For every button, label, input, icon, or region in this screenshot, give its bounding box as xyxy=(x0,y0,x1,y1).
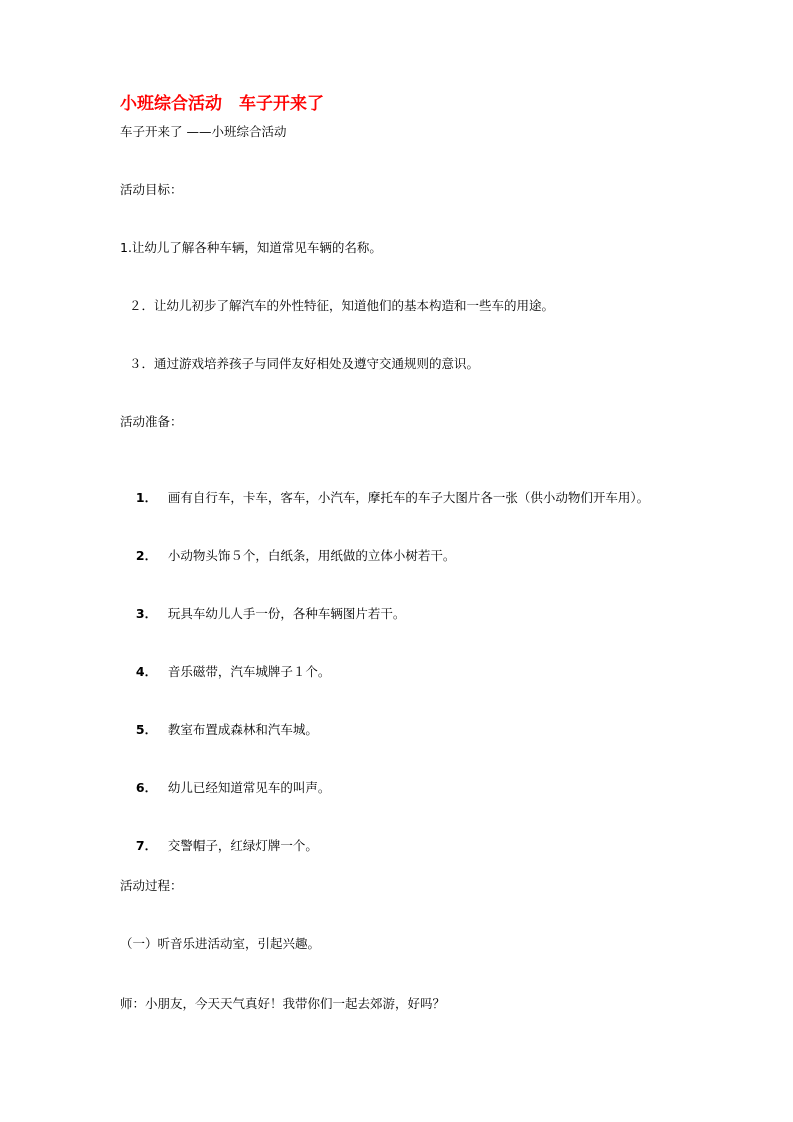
preparation-item-7 xyxy=(120,819,318,873)
goals-heading: 活动目标： xyxy=(120,182,183,197)
item-text: 音乐磁带，汽车城牌子１个。 xyxy=(167,664,331,679)
preparation-item-3 xyxy=(120,587,405,641)
teacher-dialogue: 师：小朋友，今天天气真好！我带你们一起去郊游，好吗？ xyxy=(120,996,446,1011)
item-number: 7． xyxy=(135,838,158,853)
preparation-heading: 活动准备： xyxy=(120,414,183,429)
item-text: 幼儿已经知道常见车的叫声。 xyxy=(167,780,331,795)
goal-item-2: ２．让幼儿初步了解汽车的外性特征，知道他们的基本构造和一些车的用途。 xyxy=(129,298,555,313)
preparation-item-5 xyxy=(120,703,318,757)
preparation-item-1 xyxy=(120,471,649,525)
item-text: 画有自行车，卡车，客车，小汽车，摩托车的车子大图片各一张（供小动物们开车用）。 xyxy=(167,490,650,505)
process-step-1: （一）听音乐进活动室，引起兴趣。 xyxy=(120,936,321,951)
document-title: 小班综合活动 车子开来了 xyxy=(120,94,324,114)
item-text: 教室布置成森林和汽车城。 xyxy=(167,722,318,737)
item-number: 2． xyxy=(135,548,158,563)
document-subtitle: 车子开来了 ——小班综合活动 xyxy=(120,124,287,139)
item-text: 玩具车幼儿人手一份，各种车辆图片若干。 xyxy=(167,606,406,621)
preparation-item-6 xyxy=(120,761,330,815)
item-text: 小动物头饰５个，白纸条，用纸做的立体小树若干。 xyxy=(167,548,456,563)
item-number: 1． xyxy=(135,490,158,505)
process-heading: 活动过程： xyxy=(120,878,183,893)
item-number: 5． xyxy=(135,722,158,737)
goal-item-3: ３．通过游戏培养孩子与同伴友好相处及遵守交通规则的意识。 xyxy=(129,356,480,371)
preparation-item-4 xyxy=(120,645,330,699)
item-number: 3． xyxy=(135,606,158,621)
item-text: 交警帽子，红绿灯牌一个。 xyxy=(167,838,318,853)
preparation-item-2 xyxy=(120,529,455,583)
item-number: 4． xyxy=(135,664,158,679)
item-number: 6． xyxy=(135,780,158,795)
goal-item-1: 1.让幼儿了解各种车辆，知道常见车辆的名称。 xyxy=(120,240,382,255)
